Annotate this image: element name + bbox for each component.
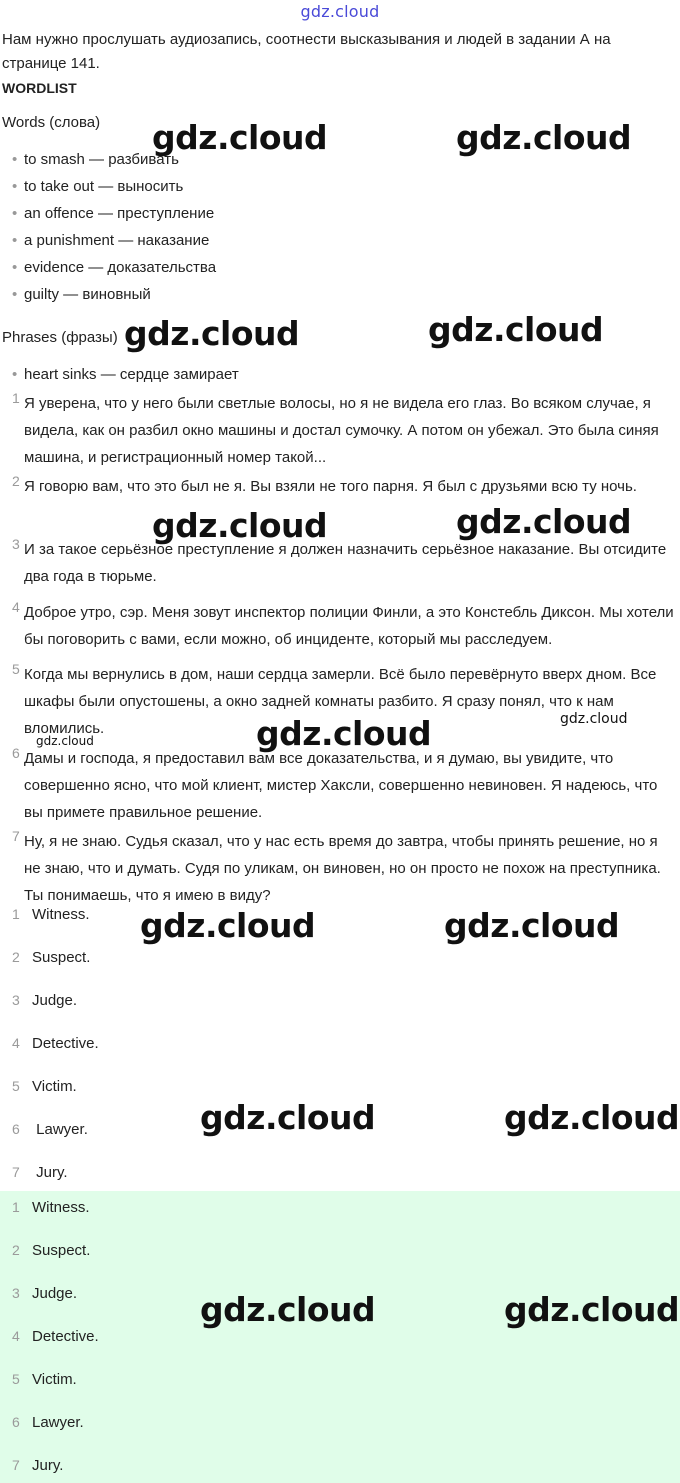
highlighted-answer-item: 1 Witness.: [12, 1199, 90, 1216]
statement-item: [12, 390, 674, 471]
highlighted-answer-item: 5 Victim.: [12, 1371, 77, 1388]
answer-item: 7 Jury.: [12, 1164, 68, 1181]
watermark: gdz.cloud: [140, 906, 316, 945]
watermark: gdz.cloud: [200, 1290, 376, 1329]
answer-item: 1 Witness.: [12, 906, 90, 923]
answer-item: 2 Suspect.: [12, 949, 91, 966]
highlighted-answer-item: 2 Suspect.: [12, 1242, 91, 1259]
statement-number: 5: [12, 661, 20, 677]
watermark: gdz.cloud: [428, 310, 604, 349]
statement-number: 1: [12, 390, 20, 406]
answer-item: 5 Victim.: [12, 1078, 77, 1095]
statement-text: Когда мы вернулись в дом, наши сердца замерли. Всё было перевёрнуто вверх дном. Все шкафы были опустошены, а окно задней комнаты разбито. Я сразу понял, что к нам вломились.: [24, 666, 657, 737]
highlighted-answer-item: 3 Judge.: [12, 1285, 78, 1302]
watermark: gdz.cloud: [200, 1098, 376, 1137]
watermark: gdz.cloud: [256, 714, 432, 753]
statement-number: 2: [12, 473, 20, 489]
task-text: Нам нужно прослушать аудиозапись, соотнести высказывания и людей в задании А на странице 141.: [2, 31, 611, 72]
statement-number: 3: [12, 536, 20, 552]
phrase-item: • heart sinks — сердце замирает: [12, 366, 239, 383]
word-item: • guilty — виновный: [12, 286, 151, 303]
statement-item: [12, 828, 674, 909]
highlighted-answer-item: 7 Jury.: [12, 1457, 64, 1474]
watermark: gdz.cloud: [444, 906, 620, 945]
answer-item: 3 Judge.: [12, 992, 78, 1009]
statement-item: [12, 536, 674, 590]
watermark: gdz.cloud: [152, 118, 328, 157]
watermark: gdz.cloud: [124, 314, 300, 353]
wordlist-title: WORDLIST: [2, 80, 77, 96]
statement-text: И за такое серьёзное преступление я должен назначить серьёзное наказание. Вы отсидите два года в тюрьме.: [24, 541, 667, 585]
statement-item: [12, 473, 674, 500]
watermark: gdz.cloud: [456, 118, 632, 157]
watermark-small: gdz.cloud: [560, 711, 628, 727]
statement-text: Я уверена, что у него были светлые волосы, но я не видела его глаз. Во всяком случае, я видела, как он разбил окно машины и достал сумочку. А потом он убежал. Это была синяя машина, и регистрационный номер такой...: [24, 395, 659, 466]
statement-item: [12, 745, 674, 826]
highlighted-answer-item: 4 Detective.: [12, 1328, 99, 1345]
watermark: gdz.cloud: [504, 1098, 680, 1137]
watermark: gdz.cloud: [504, 1290, 680, 1329]
statement-text: Доброе утро, сэр. Меня зовут инспектор полиции Финли, а это Констебль Диксон. Мы хотели бы поговорить с вами, если можно, об инциденте, который мы расследуем.: [24, 604, 674, 648]
word-item: • an offence — преступление: [12, 205, 214, 222]
word-item: • evidence — доказательства: [12, 259, 216, 276]
answer-item: 6 Lawyer.: [12, 1121, 88, 1138]
words-title: Words (слова): [2, 114, 101, 131]
phrases-title: Phrases (фразы): [2, 329, 118, 346]
highlighted-answer-item: 6 Lawyer.: [12, 1414, 84, 1431]
statement-text: Дамы и господа, я предоставил вам все доказательства, и я думаю, вы увидите, что совершенно ясно, что мой клиент, мистер Хаксли, совершенно невиновен. Я надеюсь, что вы примете правильное решение.: [24, 750, 658, 821]
watermark: gdz.cloud: [456, 502, 632, 541]
statement-item: [12, 599, 674, 653]
word-item: • to take out — выносить: [12, 178, 183, 195]
statement-text: Ну, я не знаю. Судья сказал, что у нас есть время до завтра, чтобы принять решение, но я не знаю, что и думать. Судя по уликам, он виновен, но он просто не похож на преступника. Ты понимаешь, что я имею в виду?: [24, 833, 661, 904]
statement-number: 7: [12, 828, 20, 844]
statement-text: Я говорю вам, что это был не я. Вы взяли не того парня. Я был с друзьями всю ту ночь.: [24, 478, 637, 495]
site-logo[interactable]: gdz.cloud: [300, 2, 380, 21]
answer-highlight-box: [0, 1191, 680, 1483]
watermark: gdz.cloud: [152, 506, 328, 545]
statement-number: 6: [12, 745, 20, 761]
watermark-small: gdz.cloud: [36, 734, 94, 748]
statement-number: 4: [12, 599, 20, 615]
answer-item: 4 Detective.: [12, 1035, 99, 1052]
word-item: • to smash — разбивать: [12, 151, 179, 168]
word-item: • a punishment — наказание: [12, 232, 209, 249]
